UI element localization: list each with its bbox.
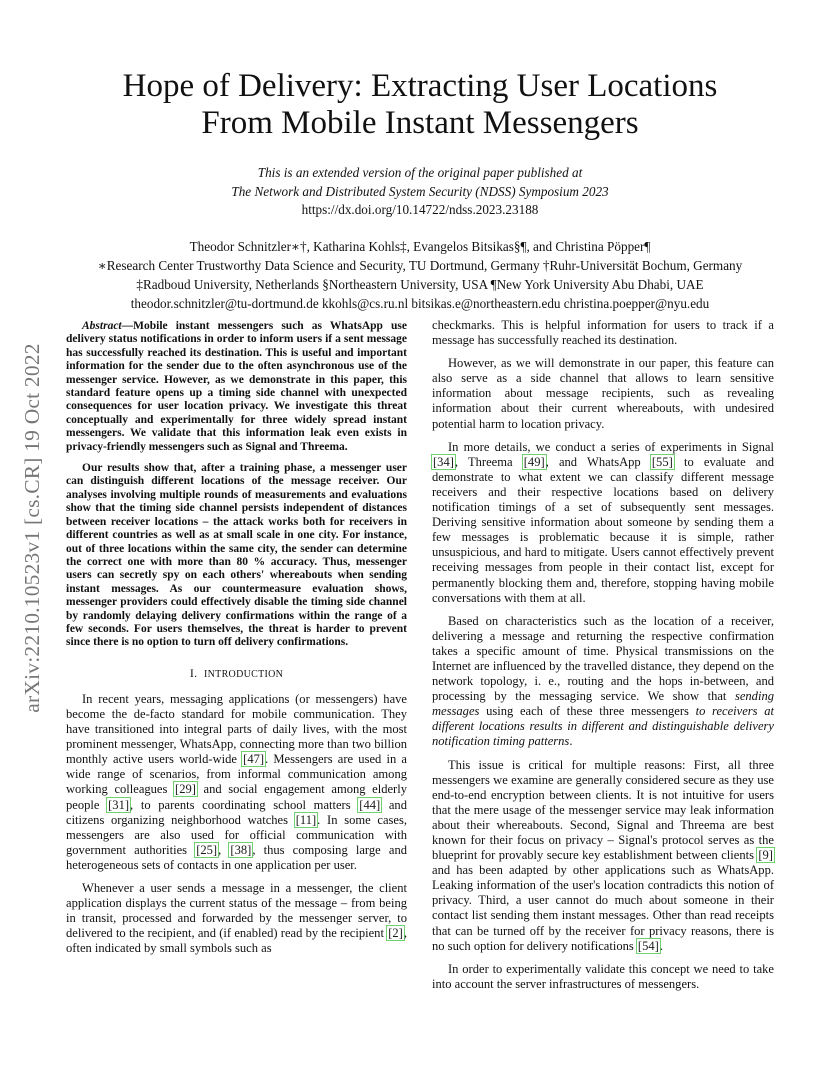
section-heading-introduction <box>66 666 407 682</box>
extended-version-note <box>120 164 720 220</box>
affiliations-line-2: ‡Radboud University, Netherlands §Northeastern University, USA ¶New York University Abu Dhabi, UAE <box>136 277 704 292</box>
citation-link[interactable]: [38] <box>230 842 252 857</box>
intro-paragraph-1: In recent years, messaging applications (or messengers) have become the de-facto standard for mobile communication. They have transitioned into integral parts of daily lives, with the most prominent messenger, WhatsApp, connecting more than two billion monthly active users world-wide [47]. Messengers are used in a wide range of scenarios, from informal communication among working colleagues [29] and social engagement among elderly people [31], to parents coordinating school matters [44] and citizens organizing neighborhood watches [11]. In some cases, messengers are also used for official communication with government authorities [25], [38], thus composing large and heterogeneous sets of contacts in one application per user. <box>66 691 408 872</box>
right-paragraph-2: In more details, we conduct a series of experiments in Signal [34], Threema [49], and WhatsApp [55] to evaluate and demonstrate to what extent we can classify different message receivers and their respective locations based on delivery notification timings of a set of subsequently sent messages. Deriving sensitive information about someone by sending them a few messages is problematic because it is simple, rather unsuspicious, and hard to mitigate. Users cannot effectively prevent receiving messages from people in their contact list, except for permanently blocking them and, therefore, stopping having mobile conversations with them at all. <box>432 439 774 605</box>
citation-link[interactable]: [47] <box>243 752 265 767</box>
title-line-1: Hope of Delivery: Extracting User Locations <box>122 68 718 104</box>
abstract <box>66 320 407 650</box>
abstract-paragraph-2: Our results show that, after a training phase, a messenger user can distinguish different locations of the message receiver. Our analyses involving multiple rounds of measurements and evaluations show that the timing side channel persists independent of distances between receiver locations – the attack works both for receivers in different countries as well as at small scale in one city. For instance, out of three locations within the same city, the sender can determine the correct one with more than 80 % accuracy. Thus, messenger users can secretly spy on each others' whereabouts when sending instant messages. As our countermeasure evaluation shows, messenger providers could effectively disable the timing side channel by randomly delaying delivery confirmations within the range of a few seconds. For users themselves, the threat is harder to prevent since there is no option to turn off delivery confirmations. <box>66 462 407 649</box>
right-paragraph-1: However, as we will demonstrate in our paper, this feature can also serve as a side channel that allows to learn sensitive information about message recipients, such as revealing information about their current whereabouts, with undesired potential harm to location privacy. <box>432 356 774 431</box>
citation-link[interactable]: [9] <box>758 848 773 863</box>
left-column <box>66 320 407 956</box>
author-names: Theodor Schnitzler∗†, Katharina Kohls‡, Evangelos Bitsikas§¶, and Christina Pöpper¶ <box>189 239 651 254</box>
citation-link[interactable]: [34] <box>433 454 454 469</box>
right-column <box>432 318 774 992</box>
citation-link[interactable]: [2] <box>388 926 403 941</box>
doi-link[interactable]: https://dx.doi.org/10.14722/ndss.2023.23188 <box>301 202 539 217</box>
abstract-paragraph-1: —Mobile instant messengers such as WhatsApp use delivery status notifications in order to inform users if a sent message has successfully reached its destination. This is useful and important information for the sender due to the often asynchronous use of the messenger service. However, as we demonstrate in this paper, this standard feature opens up a timing side channel with unexpected consequences for user location privacy. We investigate this threat conceptually and experimentally for three widely spread instant messengers. We validate that this information leak even exists in privacy-friendly messengers such as Signal and Threema. <box>66 320 407 453</box>
paper-title <box>90 68 750 142</box>
arxiv-sidebar-stamp: arXiv:2210.10523v1 [cs.CR] 19 Oct 2022 <box>20 343 44 713</box>
intro-paragraph-2: Whenever a user sends a message in a messenger, the client application displays the current status of the message – from being in transit, processed and forwarded by the messenger server, to delivered to the recipient, and (if enabled) read by the recipient [2], often indicated by small symbols such as <box>66 880 407 956</box>
citation-link[interactable]: [44] <box>359 797 381 812</box>
citation-link[interactable]: [49] <box>523 454 545 469</box>
section-number: I. <box>189 665 198 680</box>
right-paragraph-4: This issue is critical for multiple reasons: First, all three messengers we examine are generally considered secure as they use end-to-end encryption between clients. It is not intuitive for users that the mere usage of the messenger service may leak information about their whereabouts. Second, Signal and Threema are best known for their focus on privacy – Signal's protocol serves as the blueprint for provably secure key establishment between clients [9] and has been adapted by other applications such as WhatsApp. Leaking information of the user's location contradicts this notion of privacy. Third, a user cannot do much about someone in their contact list sending them instant messages. Other than read receipts that can be turned off by the receiver for privacy reasons, there is no such option for delivery notifications [54]. <box>432 757 774 953</box>
citation-link[interactable]: [25] <box>196 842 218 857</box>
citation-link[interactable]: [31] <box>108 797 130 812</box>
title-line-2: From Mobile Instant Messengers <box>201 105 639 141</box>
ext-note-line-1: This is an extended version of the original paper published at <box>257 165 583 180</box>
citation-link[interactable]: [11] <box>295 812 317 827</box>
section-title: INTRODUCTION <box>204 668 284 680</box>
ext-note-line-2: The Network and Distributed System Security (NDSS) Symposium 2023 <box>231 183 609 199</box>
citation-link[interactable]: [29] <box>175 782 196 797</box>
author-block <box>80 237 760 313</box>
abstract-lead: Abstract <box>82 320 122 332</box>
affiliations-line-1: ∗Research Center Trustworthy Data Science and Security, TU Dortmund, Germany †Ruhr-Universität Bochum, Germany <box>97 258 743 273</box>
citation-link[interactable]: [54] <box>637 938 659 953</box>
right-paragraph-0: checkmarks. This is helpful information for users to track if a message has successfully reached its destination. <box>432 318 774 348</box>
right-paragraph-5: In order to experimentally validate this concept we need to take into account the server infrastructures of messengers. <box>432 961 774 991</box>
right-paragraph-3: Based on characteristics such as the location of a receiver, delivering a message and returning the respective confirmation takes a specific amount of time. Physical transmissions on the Internet are influenced by the travelled distance, they depend on the network topology, i. e., routing and the hops in-between, and processing by the messaging service. We show that sending messages using each of these three messengers to receivers at different locations results in different and distinguishable delivery notification timing patterns. <box>432 613 774 749</box>
author-emails: theodor.schnitzler@tu-dortmund.de kkohls@cs.ru.nl bitsikas.e@northeastern.edu christina.poepper@nyu.edu <box>130 296 710 311</box>
citation-link[interactable]: [55] <box>651 454 673 469</box>
